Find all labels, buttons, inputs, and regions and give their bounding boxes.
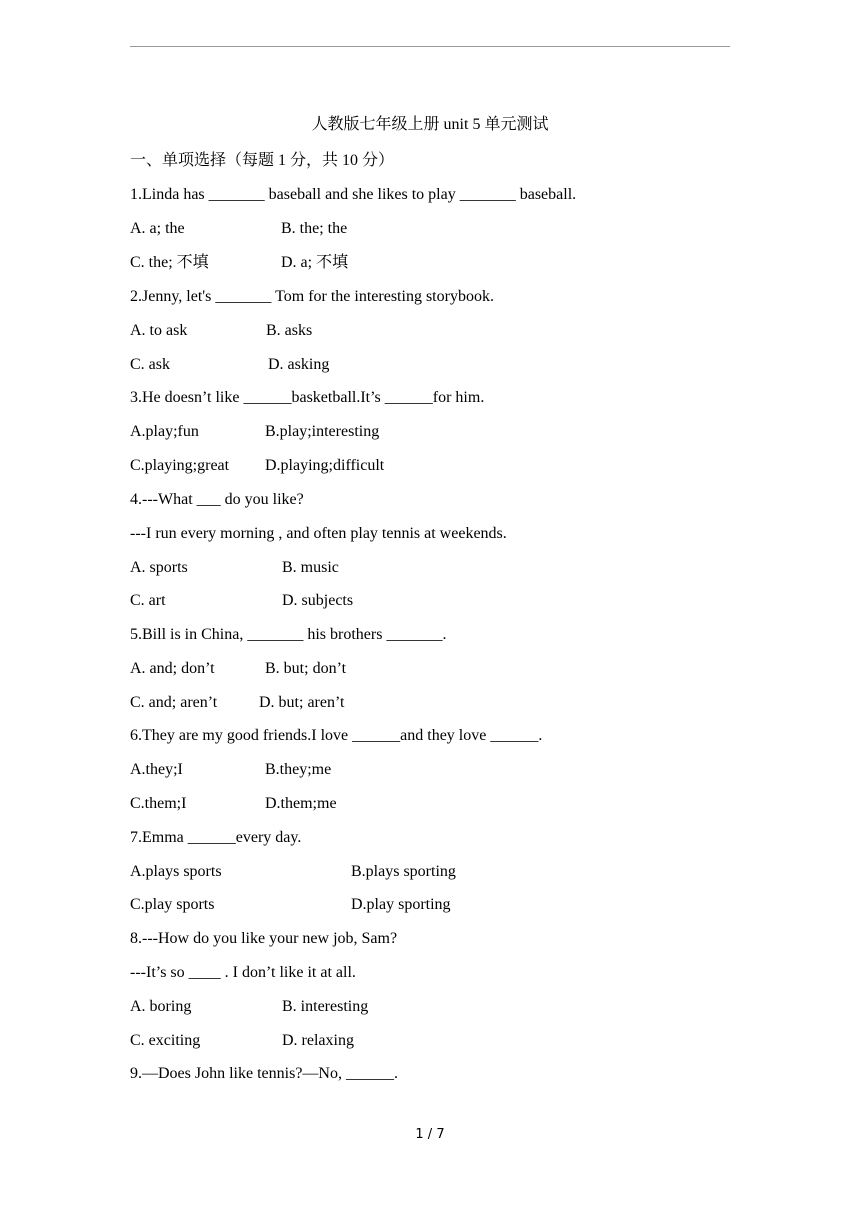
section-heading: 一、单项选择（每题 1 分，共 10 分）	[130, 152, 395, 169]
question-2-option-d: D. asking	[268, 356, 330, 373]
question-5-stem: 5.Bill is in China, _______ his brothers _______.	[130, 626, 447, 643]
question-1-option-c: C. the; 不填	[130, 254, 209, 271]
question-1-option-b: B. the; the	[281, 220, 348, 237]
question-2-stem: 2.Jenny, let's _______ Tom for the interesting storybook.	[130, 288, 494, 305]
question-5-option-d: D. but; aren’t	[259, 694, 345, 711]
question-7-stem: 7.Emma ______every day.	[130, 829, 302, 846]
question-3-option-b: B.play;interesting	[265, 423, 380, 440]
question-4-option-a: A. sports	[130, 559, 188, 576]
question-3-stem: 3.He doesn’t like ______basketball.It’s ______for him.	[130, 389, 485, 406]
question-2-option-b: B. asks	[266, 322, 313, 339]
question-6-option-c: C.them;I	[130, 795, 187, 812]
question-7-option-b: B.plays sporting	[351, 863, 456, 880]
question-6-stem: 6.They are my good friends.I love ______and they love ______.	[130, 727, 543, 744]
question-9-stem: 9.—Does John like tennis?—No, ______.	[130, 1065, 398, 1082]
question-8-stem-2: ---It’s so ____ . I don’t like it at all.	[130, 964, 356, 981]
question-6-option-a: A.they;I	[130, 761, 183, 778]
question-2-option-a: A. to ask	[130, 322, 188, 339]
question-1-stem: 1.Linda has _______ baseball and she likes to play _______ baseball.	[130, 186, 577, 203]
question-4-option-d: D. subjects	[282, 592, 354, 609]
question-8-stem: 8.---How do you like your new job, Sam?	[130, 930, 398, 947]
question-4-stem-2: ---I run every morning , and often play tennis at weekends.	[130, 525, 507, 542]
question-5-option-b: B. but; don’t	[265, 660, 347, 677]
header-rule	[130, 46, 730, 47]
question-1-option-d: D. a; 不填	[281, 254, 349, 271]
question-7-option-d: D.play sporting	[351, 896, 451, 913]
question-8-option-d: D. relaxing	[282, 1032, 354, 1049]
question-1-option-a: A. a; the	[130, 220, 185, 237]
question-5-option-a: A. and; don’t	[130, 660, 215, 677]
question-2-option-c: C. ask	[130, 356, 170, 373]
question-4-option-c: C. art	[130, 592, 166, 609]
question-4-stem: 4.---What ___ do you like?	[130, 491, 304, 508]
question-7-option-a: A.plays sports	[130, 863, 222, 880]
page-title: 人教版七年级上册 unit 5 单元测试	[311, 116, 549, 133]
question-7-option-c: C.play sports	[130, 896, 215, 913]
question-4-option-b: B. music	[282, 559, 339, 576]
question-6-option-b: B.they;me	[265, 761, 332, 778]
question-3-option-c: C.playing;great	[130, 457, 230, 474]
question-3-option-a: A.play;fun	[130, 423, 199, 440]
question-8-option-c: C. exciting	[130, 1032, 201, 1049]
question-8-option-a: A. boring	[130, 998, 192, 1015]
question-6-option-d: D.them;me	[265, 795, 337, 812]
question-8-option-b: B. interesting	[282, 998, 369, 1015]
question-5-option-c: C. and; aren’t	[130, 694, 218, 711]
page-number: 1 / 7	[415, 1127, 445, 1142]
question-3-option-d: D.playing;difficult	[265, 457, 385, 474]
